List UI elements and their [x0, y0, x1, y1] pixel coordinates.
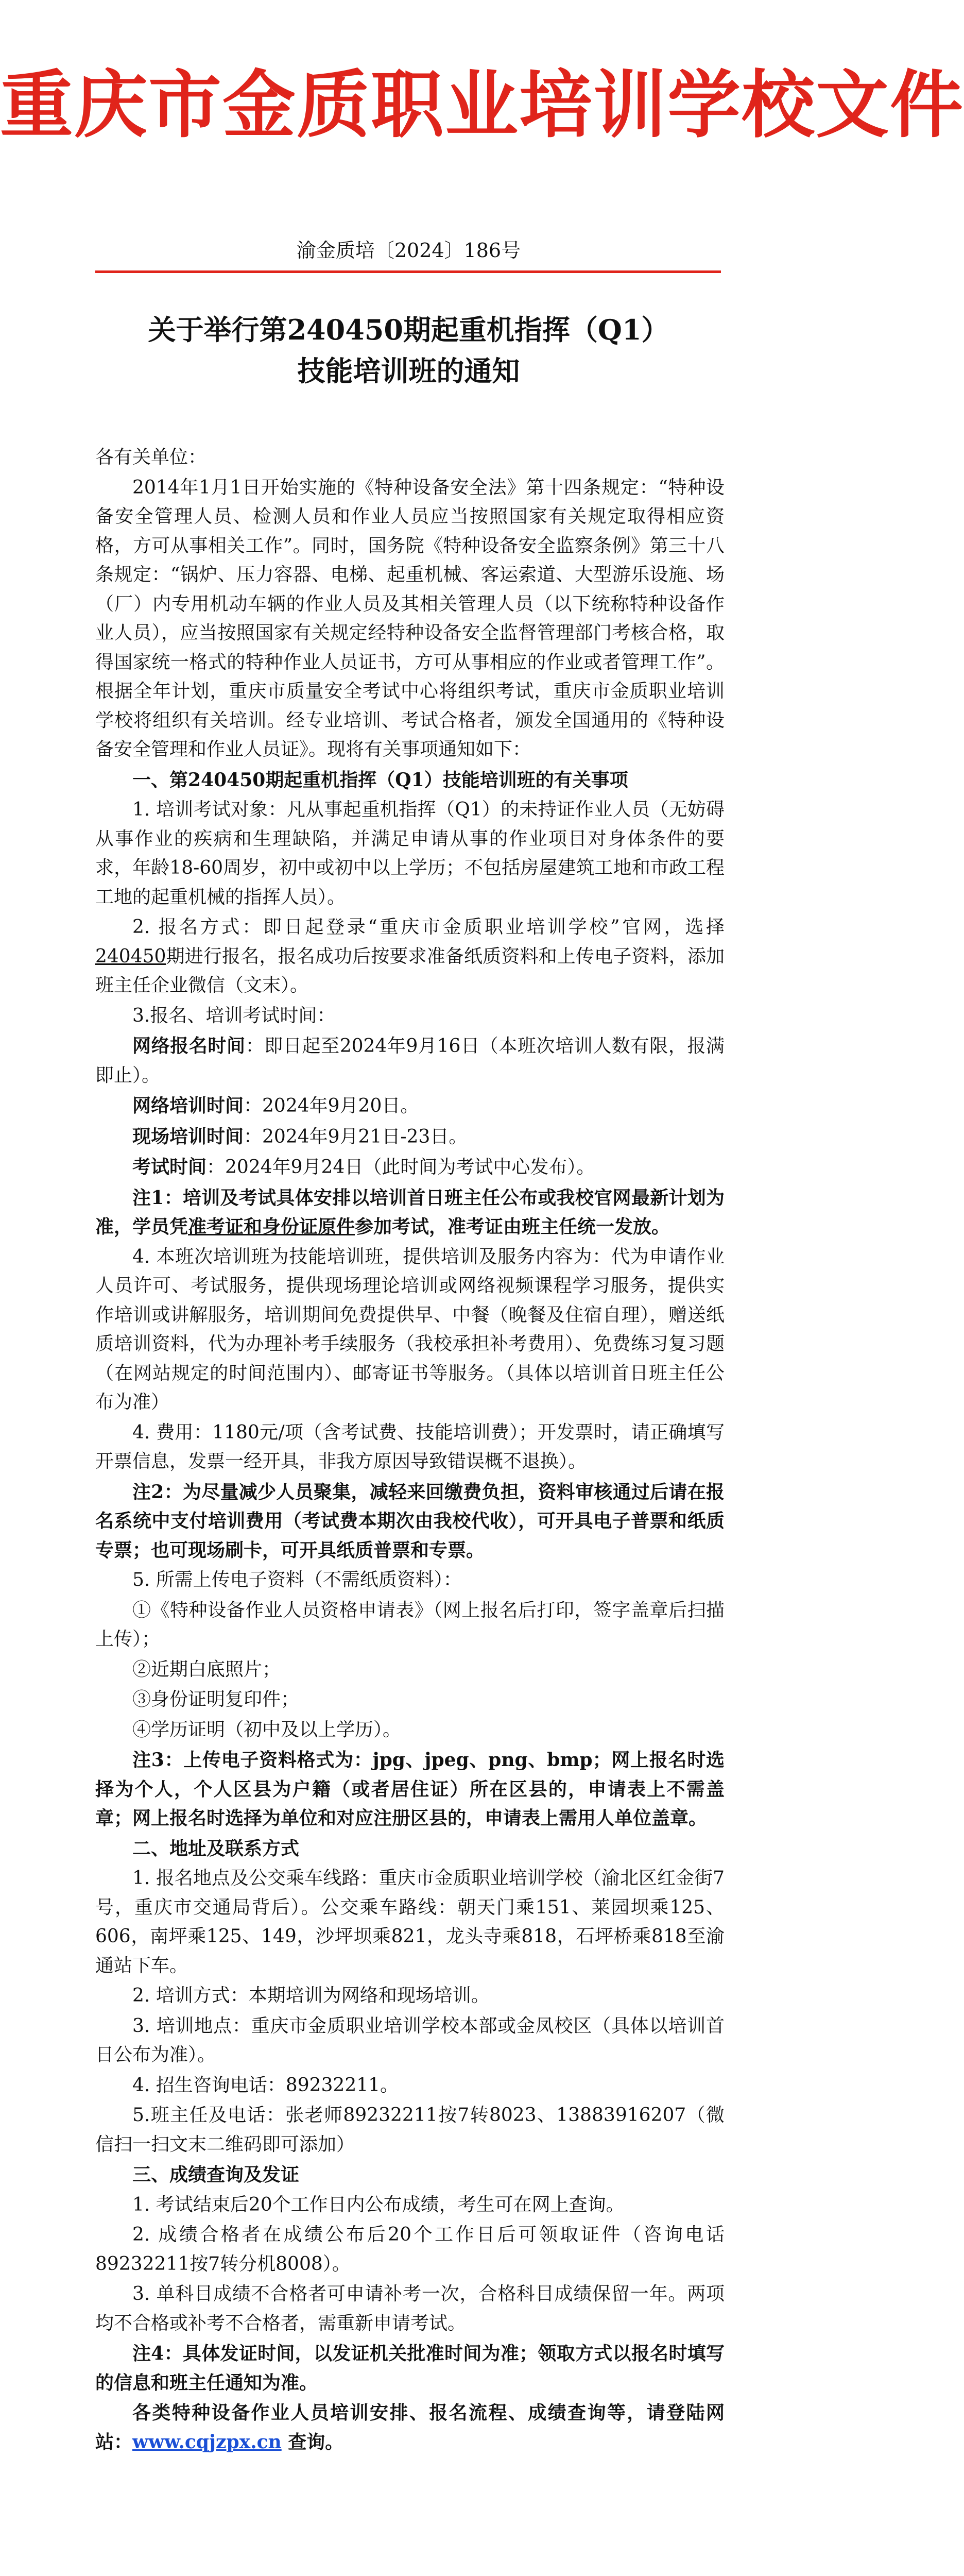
s1-services: 4. 本班次培训班为技能培训班，提供培训及服务内容为：代为申请作业人员许可、考试服务，提供现场理论培训或网络视频课程学习服务，提供实作培训或讲解服务，培训期间免费提供早、中餐（晚餐及住宿自理），赠送纸质培训资料，代为办理补考手续服务（我校承担补考费用）、免费练习复习题（在网站规定的时间范围内）、邮寄证书等服务。（具体以培训首日班主任公布为准）	[95, 1246, 725, 1413]
s1-onsite-time: 现场培训时间：2024年9月21日-23日。	[132, 1125, 468, 1147]
s2-enquiry-phone: 4. 招生咨询电话：89232211。	[132, 2074, 399, 2096]
s2-training-mode: 2. 培训方式：本期培训为网络和现场培训。	[132, 1985, 490, 2006]
note1: 注1：培训及考试具体安排以培训首日班主任公布或我校官网最新计划为准，学员凭准考证和身份证原件参加考试，准考证由班主任统一发放。	[95, 1187, 725, 1238]
salutation: 各有关单位：	[95, 447, 207, 468]
s1-exam-time: 考试时间：2024年9月24日（此时间为考试中心发布）。	[132, 1156, 595, 1178]
red-divider-line	[95, 270, 721, 273]
intro-paragraph: 2014年1月1日开始实施的《特种设备安全法》第十四条规定：“特种设备安全管理人员、检测人员和作业人员应当按照国家有关规定取得相应资格，方可从事相关工作”。同时，国务院《特种设备安全监察条例》第三十八条规定：“锅炉、压力容器、电梯、起重机械、客运索道、大型游乐设施、场（厂）内专用机动车辆的作业人员及其相关管理人员（以下统称特种设备作业人员），应当按照国家有关规定经特种设备安全监督管理部门考核合格，取得国家统一格式的特种作业人员证书，方可从事相应的作业或者管理工作”。根据全年计划，重庆市质量安全考试中心将组织考试，重庆市金质职业培训学校将组织有关培训。经专业培训、考试合格者，颁发全国通用的《特种设备安全管理和作业人员证》。现将有关事项通知如下：	[95, 477, 725, 760]
upload-item-2: ②近期白底照片；	[132, 1658, 281, 1680]
class-number: 240450	[95, 945, 166, 967]
s3-result-query: 1. 考试结束后20个工作日内公布成绩，考生可在网上查询。	[132, 2194, 625, 2215]
s1-online-time: 网络培训时间：2024年9月20日。	[132, 1095, 419, 1116]
notice-title-line2: 技能培训班的通知	[297, 354, 520, 387]
section2-heading: 二、地址及联系方式	[132, 1837, 300, 1859]
s3-retake: 3. 单科目成绩不合格者可申请补考一次，合格科目成绩保留一年。两项均不合格或补考不合格者，需重新申请考试。	[95, 2283, 725, 2334]
s2-training-location: 3. 培训地点：重庆市金质职业培训学校本部或金凤校区（具体以培训首日公布为准）。	[95, 2015, 725, 2065]
s2-class-teacher: 5.班主任及电话：张老师89232211按7转8023、13883916207（微信扫一扫文末二维码即可添加）	[95, 2105, 725, 2155]
note3: 注3：上传电子资料格式为：jpg、jpeg、png、bmp；网上报名时选择为个人，个人区县为户籍（或者居住证）所在区县的，申请表上不需盖章；网上报名时选择为单位和对应注册区县的，申请表上需用人单位盖章。	[95, 1749, 725, 1829]
upload-item-4: ④学历证明（初中及以上学历）。	[132, 1719, 402, 1740]
section1-heading: 一、第240450期起重机指挥（Q1）技能培训班的有关事项	[132, 769, 628, 791]
closing-paragraph: 各类特种设备作业人员培训安排、报名流程、成绩查询等，请登陆网站：www.cqjzpx.cn 查询。	[95, 2402, 725, 2453]
note2: 注2：为尽量减少人员聚集，减轻来回缴费负担，资料审核通过后请在报名系统中支付培训费用（考试费本期次由我校代收），可开具电子普票和纸质专票；也可现场刷卡，可开具纸质普票和专票。	[95, 1481, 725, 1561]
s1-schedule-heading: 3.报名、培训考试时间：	[132, 1005, 336, 1026]
section3-heading: 三、成绩查询及发证	[132, 2164, 300, 2185]
s1-upload-docs: 5. 所需上传电子资料（不需纸质资料）：	[132, 1569, 462, 1590]
s1-reg-time: 网络报名时间：即日起至2024年9月16日（本班次培训人数有限，报满即止）。	[95, 1035, 725, 1086]
s2-address-bus: 1. 报名地点及公交乘车线路：重庆市金质职业培训学校（渝北区红金街7号，重庆市交通局背后）。公交乘车路线：朝天门乘151、莱园坝乘125、606，南坪乘125、149，沙坪坝乘821，龙头寺乘818，石坪桥乘818至渝通站下车。	[95, 1868, 725, 1976]
s3-certificate: 2. 成绩合格者在成绩公布后20个工作日后可领取证件（咨询电话89232211按7转分机8008）。	[95, 2224, 725, 2275]
notice-title	[0, 309, 817, 392]
masthead-title: 重庆市金质职业培训学校文件	[0, 63, 964, 148]
s1-registration-method: 2. 报名方式：即日起登录“重庆市金质职业培训学校”官网，选择240450期进行报名，报名成功后按要求准备纸质资料和上传电子资料，添加班主任企业微信（文末）。	[95, 917, 725, 996]
upload-item-3: ③身份证明复印件；	[132, 1689, 300, 1710]
document-number: 渝金质培〔2024〕186号	[296, 239, 521, 262]
note4: 注4：具体发证时间，以发证机关批准时间为准；领取方式以报名时填写的信息和班主任通知为准。	[95, 2343, 725, 2394]
s1-fees: 4. 费用：1180元/项（含考试费、技能培训费）；开发票时，请正确填写开票信息，发票一经开具，非我方原因导致错误概不退换）。	[95, 1421, 725, 1472]
website-link[interactable]: www.cqjzpx.cn	[132, 2431, 282, 2453]
s1-training-target: 1. 培训考试对象：凡从事起重机指挥（Q1）的未持证作业人员（无妨碍从事作业的疾病和生理缺陷，并满足申请从事的作业项目对身体条件的要求，年龄18-60周岁，初中或初中以上学历；不包括房屋建筑工地和市政工程工地的起重机械的指挥人员）。	[95, 799, 725, 908]
notice-body	[95, 443, 725, 2458]
notice-title-line1: 关于举行第240450期起重机指挥（Q1）	[148, 313, 669, 346]
upload-item-1: ①《特种设备作业人员资格申请表》（网上报名后打印，签字盖章后扫描上传）；	[95, 1599, 725, 1650]
